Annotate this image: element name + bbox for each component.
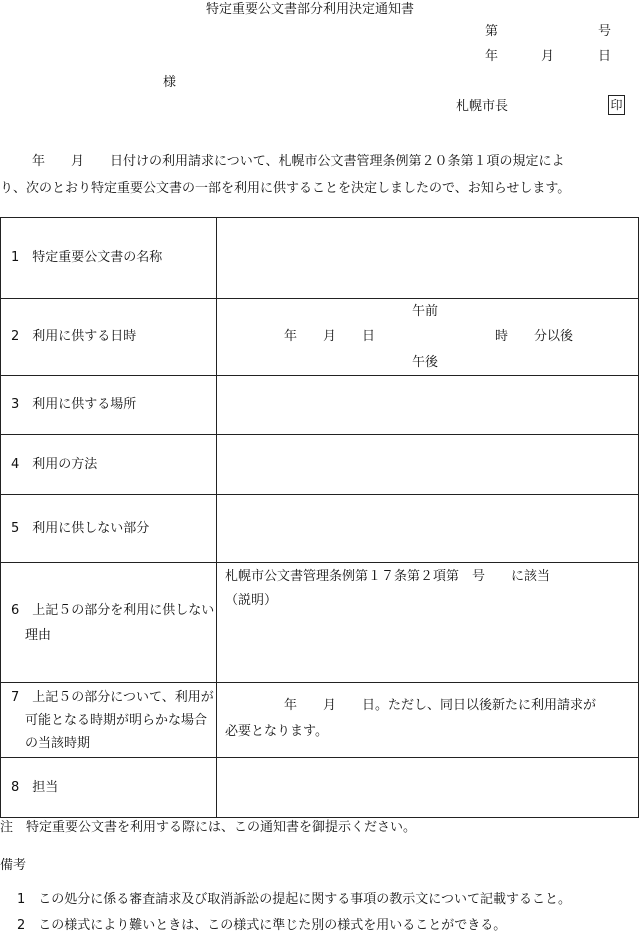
row-label: 1 特定重要公文書の名称 [1,218,217,299]
remark-item-1: 1 この処分に係る審査請求及び取消訴訟の提起に関する事項の教示文について記載すること。 [17,892,572,907]
availability-date: 年 月 日。ただし、同日以後新たに利用請求が [284,698,597,713]
addressee-honorific: 様 [163,75,177,90]
table-row [1,563,639,683]
row-label: 5 利用に供しない部分 [1,495,217,563]
row-value [217,435,639,495]
row-value [217,299,639,376]
date-month-label: 月 [541,49,555,64]
reason-explanation: （説明） [225,593,278,608]
date-fields: 年 月 日 [284,329,376,344]
row-label: 6 上記５の部分を利用に供しない理由 [1,563,217,683]
row-value [217,495,639,563]
am-label: 午前 [412,304,439,319]
document-title: 特定重要公文書部分利用決定通知書 [206,2,415,17]
table-row [1,495,639,563]
row-label: 3 利用に供する場所 [1,376,217,435]
row-label: 4 利用の方法 [1,435,217,495]
row-label: 8 担当 [1,758,217,818]
reason-clause: 札幌市公文書管理条例第１７条第２項第 号 に該当 [225,569,551,584]
notice-body [0,148,640,202]
issuer-name: 札幌市長 [456,99,509,114]
table-row [1,683,639,758]
row-value [217,218,639,299]
remark-item-2: 2 この様式により難いときは、この様式に準じた別の様式を用いることができる。 [17,918,507,933]
date-day-label: 日 [598,49,612,64]
date-year-label: 年 [485,49,499,64]
table-row [1,218,639,299]
time-fields: 時 分以後 [495,329,574,344]
availability-note: 必要となります。 [225,724,328,739]
remarks-heading: 備考 [0,858,27,873]
table-row [1,299,639,376]
row-label: 2 利用に供する日時 [1,299,217,376]
table-row [1,435,639,495]
usage-note: 注 特定重要公文書を利用する際には、この通知書を御提示ください。 [0,820,417,835]
table-row [1,376,639,435]
number-prefix: 第 [485,24,499,39]
pm-label: 午後 [412,355,439,370]
row-label: 7 上記５の部分について、利用が可能となる時期が明らかな場合の当該時期 [1,683,217,758]
row-value [217,758,639,818]
table-row [1,758,639,818]
notice-line-1: 年 月 日付けの利用請求について、札幌市公文書管理条例第２０条第１項の規定によ [32,154,565,169]
seal-box: 印 [608,95,625,115]
decision-table [0,217,639,818]
number-suffix: 号 [598,24,612,39]
row-value [217,376,639,435]
row-value [217,683,639,758]
notice-line-2: り、次のとおり特定重要公文書の一部を利用に供することを決定しましたので、お知らせします。 [0,181,571,196]
row-value [217,563,639,683]
